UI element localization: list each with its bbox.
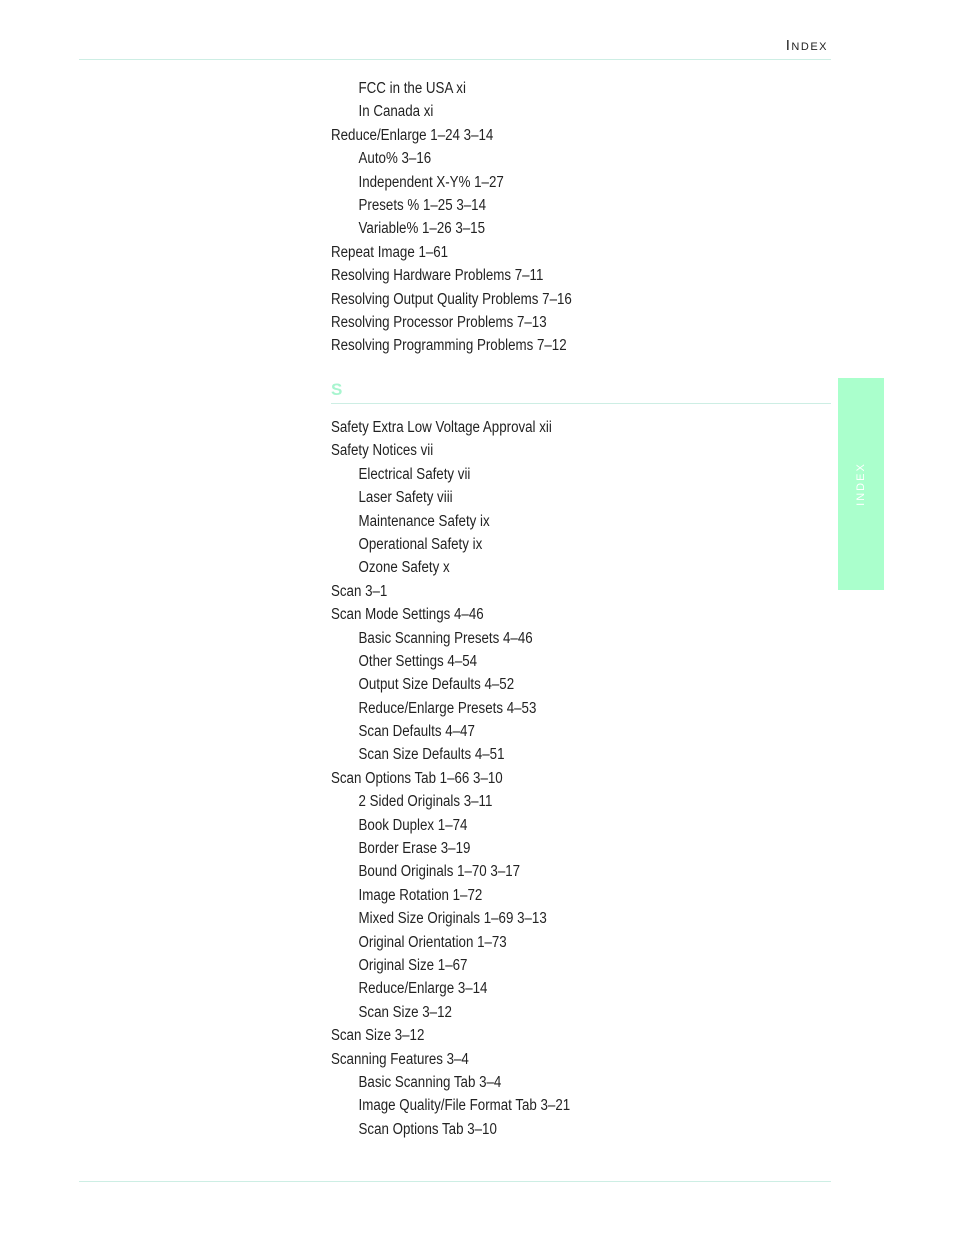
index-entry: Scanning Features 3–4 (331, 1050, 469, 1068)
index-subentry: Presets % 1–25 3–14 (358, 196, 486, 214)
index-subentry: Image Rotation 1–72 (358, 886, 483, 904)
index-subentry: Scan Size Defaults 4–51 (358, 746, 505, 764)
index-subentry: Reduce/Enlarge 3–14 (358, 980, 488, 998)
section-letter: S (331, 380, 343, 399)
index-side-tab (838, 378, 884, 590)
index-subentry: Output Size Defaults 4–52 (358, 676, 515, 694)
index-subentry: Reduce/Enlarge Presets 4–53 (358, 699, 537, 717)
index-subentry: Auto% 3–16 (358, 150, 432, 168)
index-subentry: Maintenance Safety ix (358, 512, 490, 530)
index-subentry: Image Quality/File Format Tab 3–21 (358, 1097, 571, 1115)
index-entry: Safety Extra Low Voltage Approval xii (331, 419, 552, 436)
index-subentry: Scan Defaults 4–47 (358, 723, 475, 741)
index-subentry: In Canada xi (358, 103, 434, 121)
index-entry: Resolving Processor Problems 7–13 (331, 313, 547, 331)
index-subentry: Variable% 1–26 3–15 (358, 220, 486, 238)
index-subentry: Bound Originals 1–70 3–17 (358, 863, 521, 881)
index-entry: Repeat Image 1–61 (331, 243, 449, 261)
index-subentry: Laser Safety viii (358, 489, 453, 507)
index-subentry: Operational Safety ix (358, 535, 483, 553)
index-list-r-continued (331, 77, 831, 358)
index-subentry: Border Erase 3–19 (358, 840, 471, 858)
index-subentry: Book Duplex 1–74 (358, 816, 468, 834)
index-entry: Scan 3–1 (331, 582, 388, 600)
index-entry: Scan Size 3–12 (331, 1027, 425, 1045)
index-entry: Scan Mode Settings 4–46 (331, 606, 484, 624)
index-entry: Resolving Hardware Problems 7–11 (331, 267, 544, 285)
section-header-s (331, 376, 831, 404)
header-rule (79, 59, 831, 60)
index-subentry: Electrical Safety vii (358, 465, 471, 483)
index-subentry: Independent X-Y% 1–27 (358, 173, 504, 191)
index-subentry: Original Orientation 1–73 (358, 933, 507, 951)
index-list-s (331, 416, 831, 1141)
index-subentry: 2 Sided Originals 3–11 (358, 793, 493, 811)
index-subentry: Basic Scanning Presets 4–46 (358, 629, 533, 647)
index-subentry: Mixed Size Originals 1–69 3–13 (358, 910, 547, 928)
index-subentry: Original Size 1–67 (358, 956, 468, 974)
index-entry: Reduce/Enlarge 1–24 3–14 (331, 126, 494, 144)
side-tab-label: INDEX (855, 462, 867, 506)
index-entry: Safety Notices vii (331, 442, 434, 460)
index-entry: Resolving Programming Problems 7–12 (331, 337, 567, 355)
index-subentry: Basic Scanning Tab 3–4 (358, 1073, 502, 1091)
running-header-title: Index (785, 37, 828, 54)
index-subentry: Ozone Safety x (358, 559, 450, 577)
index-subentry: FCC in the USA xi (358, 80, 466, 97)
index-subentry: Scan Size 3–12 (358, 1003, 452, 1021)
footer-rule (79, 1181, 831, 1182)
index-subentry: Other Settings 4–54 (358, 652, 478, 670)
index-entry: Resolving Output Quality Problems 7–16 (331, 290, 572, 308)
index-entry: Scan Options Tab 1–66 3–10 (331, 769, 503, 787)
index-subentry: Scan Options Tab 3–10 (358, 1120, 497, 1138)
